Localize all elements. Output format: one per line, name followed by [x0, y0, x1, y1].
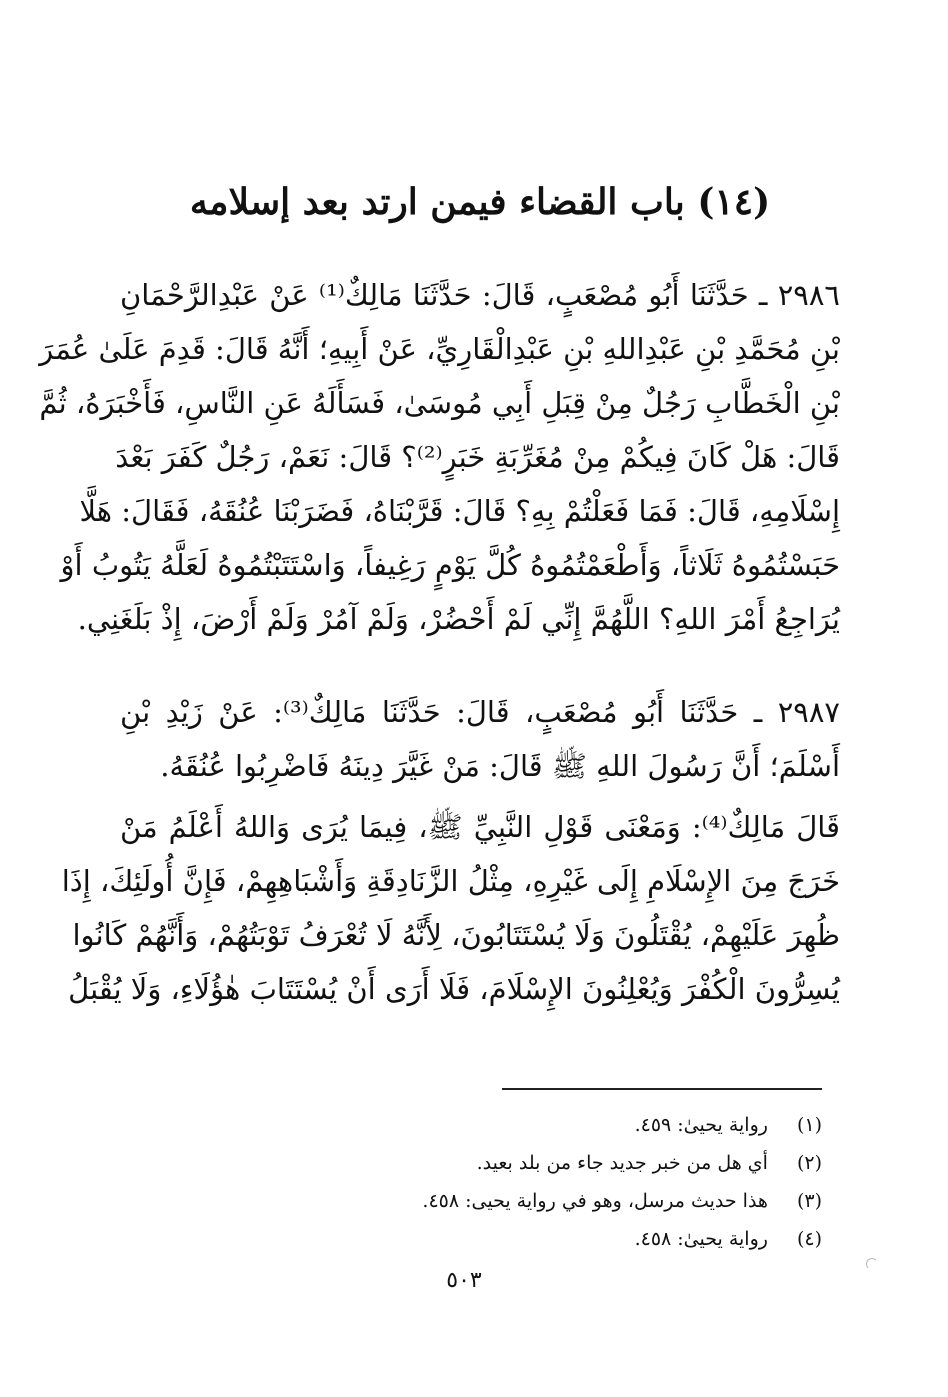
footnote-text: رواية يحيىٰ: ٤٥٨. — [634, 1228, 768, 1250]
chapter-title: (١٤) باب القضاء فيمن ارتد بعد إسلامه — [189, 181, 771, 223]
margin-mark-icon — [866, 1258, 878, 1270]
footnote-number: (٣) — [796, 1190, 822, 1212]
hadith-2986 — [39, 268, 840, 646]
text-line: إِسْلَامِهِ، قَالَ: فَمَا فَعَلْتُمْ بِهِ؟ قَالَ: قَرَّبْنَاهُ، فَضَرَبْنَا عُنُقَهُ، فَقَالَ: هَلَّا — [79, 494, 840, 528]
text-line: بْنِ الْخَطَّابِ رَجُلٌ مِنْ قِبَلِ أَبِي مُوسَىٰ، فَسَأَلَهُ عَنِ النَّاسِ، فَأَخْبَرَهُ، ثُمَّ — [39, 386, 840, 420]
footnotes — [300, 1106, 822, 1258]
footnote — [300, 1220, 822, 1258]
footnote — [300, 1144, 822, 1182]
malik-commentary — [61, 800, 840, 1016]
text-line: خَرَجَ مِنَ الإِسْلَامِ إِلَى غَيْرِهِ، مِثْلُ الزَّنَادِقَةِ وَأَشْبَاهِهِمْ، فَإِنَّ أُولَئِكَ، إِذَا — [61, 864, 840, 898]
footnote-divider — [502, 1088, 822, 1090]
text-line: قَالَ مَالِكٌ⁽⁴⁾: وَمَعْنَى قَوْلِ النَّبِيِّ ﷺ، فِيمَا يُرَى وَاللهُ أَعْلَمُ مَنْ — [120, 810, 840, 844]
footnote-number: (٢) — [796, 1152, 822, 1174]
text-line: ٢٩٨٧ ـ حَدَّثَنَا أَبُو مُصْعَبٍ، قَالَ: حَدَّثَنَا مَالِكٌ⁽³⁾: عَنْ زَيْدِ بْنِ — [120, 695, 840, 729]
text-line: حَبَسْتُمُوهُ ثَلَاثاً، وَأَطْعَمْتُمُوهُ كُلَّ يَوْمٍ رَغِيفاً، وَاسْتَتَبْتُمُوهُ لَعَلَّهُ يَتُوبُ أَوْ — [60, 548, 840, 582]
text-line: يُسِرُّونَ الْكُفْرَ وَيُعْلِنُونَ الإِسْلَامَ، فَلَا أَرَى أَنْ يُسْتَتَابَ هٰؤُلَاءِ، وَلَا يُقْبَلُ — [68, 972, 840, 1006]
text-line: يُرَاجِعُ أَمْرَ اللهِ؟ اللَّهُمَّ إِنِّي لَمْ أَحْضُرْ، وَلَمْ آمُرْ وَلَمْ أَرْضَ، إِذْ بَلَغَنِي. — [77, 602, 840, 636]
page-number: ٥٠٣ — [446, 1268, 482, 1293]
footnote — [300, 1106, 822, 1144]
text-line: ٢٩٨٦ ـ حَدَّثَنَا أَبُو مُصْعَبٍ، قَالَ: حَدَّثَنَا مَالِكٌ⁽¹⁾ عَنْ عَبْدِالرَّحْمَانِ — [120, 278, 840, 312]
text-line: ظُهِرَ عَلَيْهِمْ، يُقْتَلُونَ وَلَا يُسْتَتَابُونَ، لِأَنَّهُ لَا تُعْرَفُ تَوْبَتُهُمْ، وَأَنَّهُمْ كَانُوا — [72, 918, 840, 952]
text-line: بْنِ مُحَمَّدِ بْنِ عَبْدِاللهِ بْنِ عَبْدِالْقَارِيِّ، عَنْ أَبِيهِ؛ أَنَّهُ قَالَ: قَدِمَ عَلَىٰ عُمَرَ — [39, 332, 840, 366]
hadith-2987 — [120, 685, 840, 793]
text-line: أَسْلَمَ؛ أَنَّ رَسُولَ اللهِ ﷺ قَالَ: مَنْ غَيَّرَ دِينَهُ فَاضْرِبُوا عُنُقَهُ. — [160, 749, 840, 783]
footnote-number: (٤) — [796, 1228, 822, 1250]
footnote-number: (١) — [796, 1114, 822, 1136]
footnote-text: هذا حديث مرسل، وهو في رواية يحيى: ٤٥٨. — [422, 1190, 768, 1212]
text-line: قَالَ: هَلْ كَانَ فِيكُمْ مِنْ مُغَرِّبَةِ خَبَرٍ⁽²⁾؟ قَالَ: نَعَمْ، رَجُلٌ كَفَرَ بَعْدَ — [115, 440, 840, 474]
footnote-text: أي هل من خبر جديد جاء من بلد بعيد. — [476, 1152, 768, 1174]
footnote-text: رواية يحيىٰ: ٤٥٩. — [634, 1114, 768, 1136]
footnote — [300, 1182, 822, 1220]
